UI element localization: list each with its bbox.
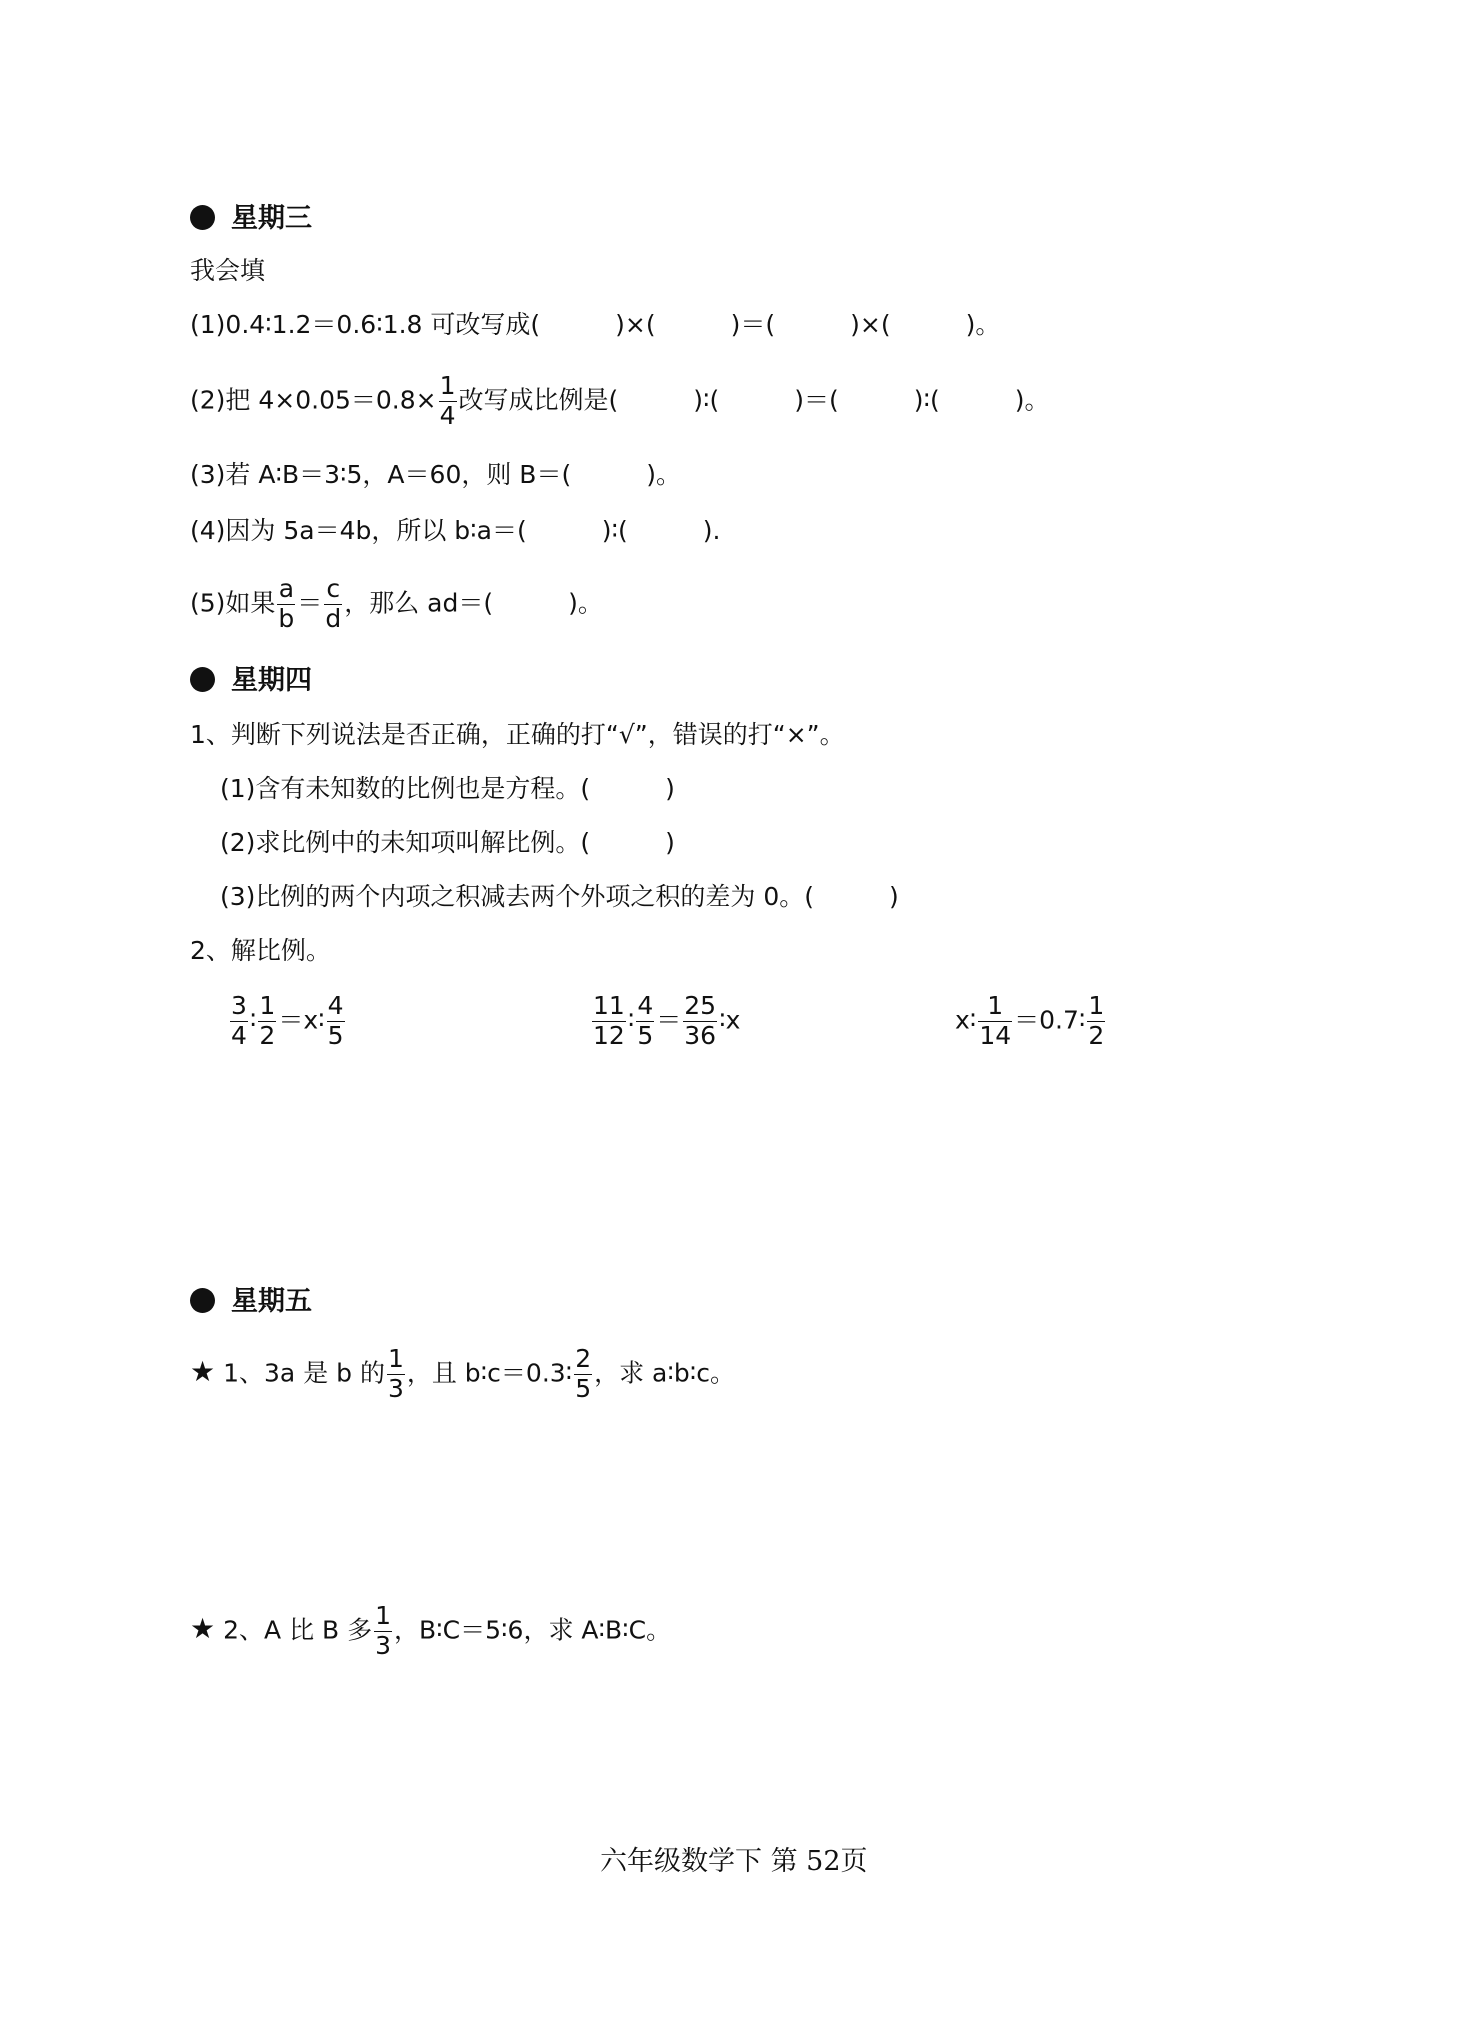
fraction: $\frac{1}{3}$ [387,1344,404,1403]
section-heading-wednesday: 星期三 [190,205,312,232]
fraction: $\frac{4}{5}$ [327,991,344,1050]
wednesday-question-2: (2)把 4×0.05＝0.8× $\frac{1}{4}$ 改写成比例是( )∶( )＝( )∶( )。 [190,371,1050,430]
fraction: $\frac{3}{4}$ [231,991,247,1050]
fraction: $\frac{1}{3}$ [375,1601,392,1660]
wednesday-question-4: (4)因为 5a＝4b，所以 b∶a＝( )∶( ). [190,516,721,545]
fraction: $\frac{a}{b}$ [278,574,295,633]
fraction: $\frac{1}{4}$ [439,371,456,430]
wednesday-question-1: (1)0.4∶1.2＝0.6∶1.8 可改写成( )×( )＝( )×( )。 [190,310,1001,339]
thursday-part-1: 1、判断下列说法是否正确，正确的打“√”，错误的打“×”。 [190,720,845,749]
fraction: $\frac{4}{5}$ [637,991,654,1050]
page-footer: 六年级数学下 第 52页 [600,1846,868,1877]
fraction: $\frac{25}{36}$ [684,991,717,1050]
judge-item-1: (1)含有未知数的比例也是方程。( ) [220,774,675,803]
judge-item-2: (2)求比例中的未知项叫解比例。( ) [220,828,675,857]
bullet-dot-icon [190,1288,215,1313]
wednesday-question-5: (5)如果 $\frac{a}{b}$ ＝ $\frac{c}{d}$ ，那么 ad＝( )。 [190,574,603,633]
star-icon: ★ [190,1612,216,1646]
proportion-equation-3: x∶ $\frac{1}{14}$ ＝0.7∶ $\frac{1}{2}$ [955,991,1105,1050]
proportion-equation-2: $\frac{11}{12}$ ∶ $\frac{4}{5}$ ＝ $\frac{25}{36}$ ∶x [593,991,741,1050]
proportion-equation-1: $\frac{3}{4}$ ∶ $\frac{1}{2}$ ＝x∶ $\frac{4}{5}$ [231,991,344,1050]
fraction: $\frac{1}{2}$ [1088,991,1105,1050]
bullet-dot-icon [190,667,215,692]
fraction: $\frac{1}{14}$ [979,991,1012,1050]
thursday-part-2: 2、解比例。 [190,936,331,965]
wednesday-subtitle: 我会填 [190,256,266,285]
friday-star-question-1: ★ 1、3a 是 b 的 $\frac{1}{3}$ ，且 b∶c＝0.3∶ $\frac{2}{5}$ ，求 a∶b∶c。 [190,1344,736,1403]
fraction: $\frac{11}{12}$ [593,991,625,1050]
fraction: $\frac{c}{d}$ [325,574,342,633]
judge-item-3: (3)比例的两个内项之积减去两个外项之积的差为 0。( ) [220,882,899,911]
section-heading-thursday: 星期四 [190,667,312,694]
fraction: $\frac{2}{5}$ [575,1344,592,1403]
friday-star-question-2: ★ 2、A 比 B 多 $\frac{1}{3}$ ，B∶C＝5∶6，求 A∶B∶C。 [190,1601,672,1660]
wednesday-question-3: (3)若 A∶B＝3∶5，A＝60，则 B＝( )。 [190,460,681,489]
star-icon: ★ [190,1355,216,1389]
fraction: $\frac{1}{2}$ [259,991,276,1050]
section-heading-friday: 星期五 [190,1288,312,1315]
bullet-dot-icon [190,205,215,230]
